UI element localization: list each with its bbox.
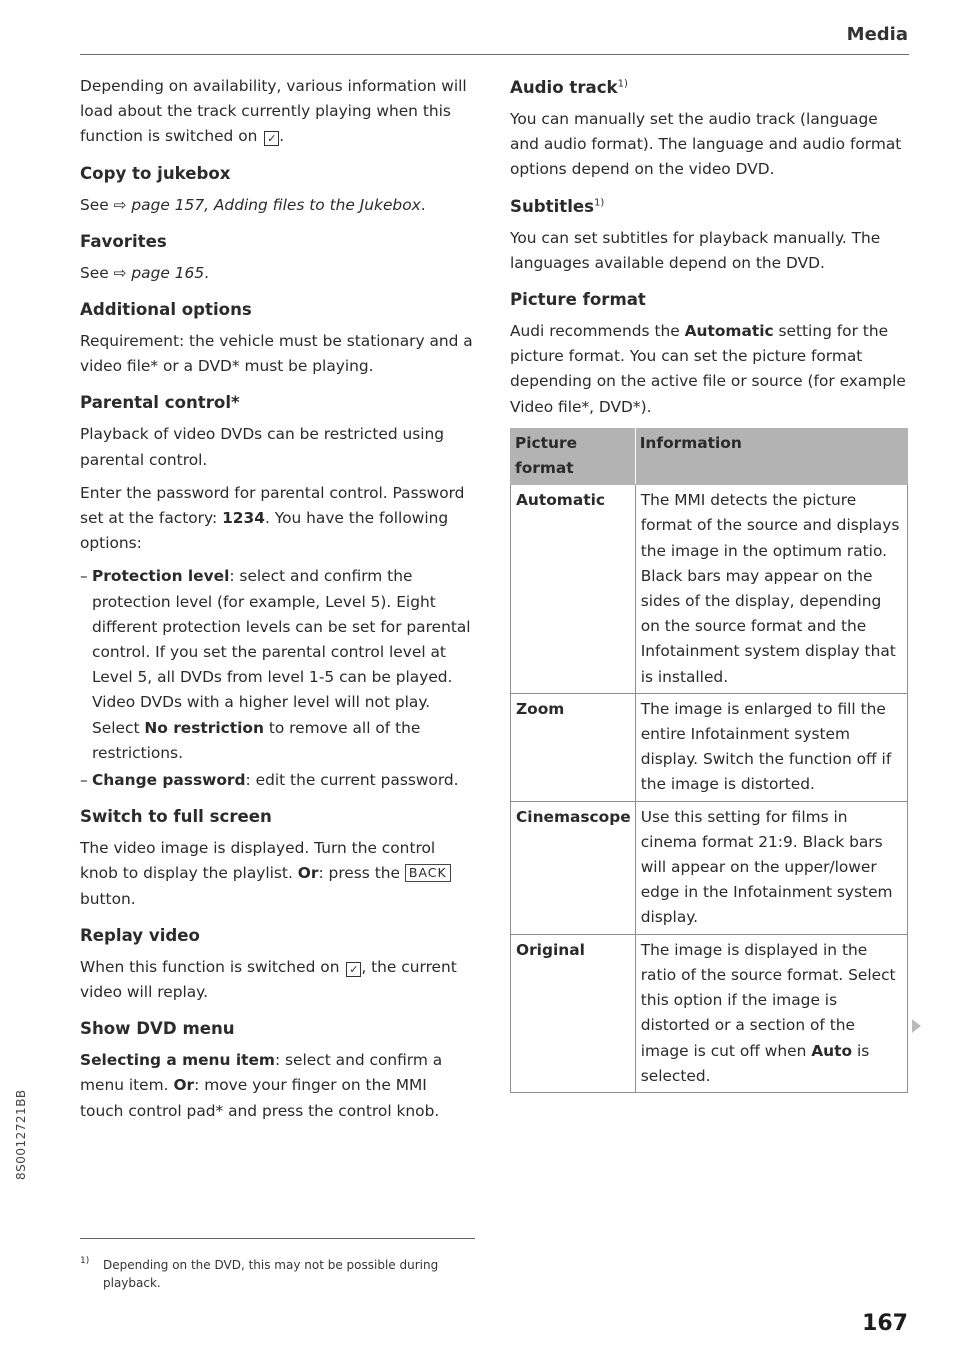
password-text: Enter the password for parental control. Password set at the factory: [80, 483, 465, 528]
additional-options-heading: Additional options [80, 300, 252, 320]
audio-track-paragraph: You can manually set the audio track (language and audio format). The language and audio format options depend on the video DVD. [510, 110, 902, 179]
column-header-picture-format: Picture format [511, 428, 636, 484]
replay-video-paragraph [80, 955, 474, 1005]
checkbox-checked-icon: ✓ [264, 131, 279, 146]
period: . [204, 263, 210, 282]
intro-end: . [279, 127, 285, 146]
parental-control-paragraph: Playback of video DVDs can be restricted using parental control. [80, 425, 445, 469]
table-row [511, 693, 908, 801]
replay-video-heading: Replay video [80, 925, 200, 945]
list-item [80, 768, 474, 793]
section-title: Media [846, 24, 908, 45]
document-code: 8S0012721BB [14, 1089, 28, 1180]
picture-format-paragraph [510, 319, 908, 420]
additional-options-paragraph: Requirement: the vehicle must be stationary and a video file* or a DVD* must be playing. [80, 332, 473, 376]
subtitles-paragraph: You can set subtitles for playback manually. The languages available depend on the DVD. [510, 228, 881, 272]
picture-text: Audi recommends the [510, 322, 680, 341]
intro-paragraph [80, 74, 474, 150]
row-info [635, 934, 907, 1092]
favorites-heading: Favorites [80, 231, 167, 251]
audio-track-heading [510, 76, 908, 100]
dvd-menu-text-end: : move your finger on the MMI touch control pad* and press the control knob. [80, 1076, 440, 1120]
parental-control-heading: Parental control* [80, 393, 240, 413]
options-text: . You have the following options: [80, 509, 449, 553]
change-password-label: Change password [92, 771, 246, 790]
show-dvd-menu-heading: Show DVD menu [80, 1019, 235, 1039]
dvd-menu-text: : select and confirm a menu item. [80, 1051, 443, 1095]
row-info: The MMI detects the picture format of the source and displays the image in the optimum ratio. Black bars may appear on the sides of the display, depending on the source format and the Infotainment system display that is installed. [635, 485, 907, 694]
row-label: Original [511, 934, 636, 1092]
list-item [80, 564, 474, 766]
parental-options-list [80, 564, 474, 793]
row-label: Automatic [511, 485, 636, 694]
intro-text: Depending on availability, various information will load about the track currently playing when this function is switched on [80, 77, 467, 146]
copy-to-jukebox-paragraph [80, 193, 474, 218]
table-row [511, 485, 908, 694]
change-password-text: : edit the current password. [245, 771, 459, 790]
footnote-marker: 1) [594, 197, 605, 209]
right-column [510, 74, 908, 1093]
or-label: Or [173, 1076, 195, 1095]
footnote-mark: 1) [80, 1256, 90, 1266]
parental-password-paragraph [80, 481, 474, 557]
continue-arrow-icon [912, 1019, 921, 1033]
subtitles-heading [510, 195, 908, 219]
row-info-end: is selected. [640, 1041, 870, 1085]
picture-format-heading: Picture format [510, 290, 646, 310]
page-reference-link[interactable]: ⇨ page 165 [113, 263, 205, 282]
footnote-rule [80, 1238, 475, 1239]
protection-text: : select and confirm the protection level (for example, Level 5). Eight different protection levels can be set for parental control. If you set the parental control level at Level 5, all DVDs from level 1-5 can be played. Video DVDs with a higher level will not play. Select [92, 567, 471, 737]
column-header-information: Information [635, 428, 907, 484]
row-label: Cinemascope [511, 801, 636, 934]
dvd-menu-paragraph [80, 1048, 474, 1124]
picture-text-end: setting for the picture format. You can set the picture format depending on the active file or source (for example Video file*, DVD*). [510, 322, 906, 416]
or-label: Or [297, 864, 319, 883]
table-header-row [511, 428, 908, 484]
automatic-label: Automatic [684, 322, 774, 341]
favorites-paragraph [80, 261, 474, 286]
table-row [511, 801, 908, 934]
audio-track-title: Audio track [510, 78, 618, 97]
row-info: Use this setting for films in cinema format 21:9. Black bars will appear on the upper/lower edge in the Infotainment system display. [635, 801, 907, 934]
selecting-menu-item-label: Selecting a menu item [80, 1051, 275, 1070]
row-info-text: The image is displayed in the ratio of the source format. Select this option if the image is distorted or a section of the image is cut off when [640, 940, 896, 1060]
picture-format-table [510, 428, 908, 1093]
see-text: See [80, 263, 109, 282]
back-key: BACK [405, 864, 451, 882]
protection-text-end: to remove all of the restrictions. [92, 718, 421, 762]
press-text: : press the [318, 864, 400, 883]
checkbox-checked-icon: ✓ [346, 962, 361, 977]
footnote-text: Depending on the DVD, this may not be possible during playback. [103, 1258, 439, 1290]
switch-full-screen-heading: Switch to full screen [80, 807, 272, 827]
footnote-marker: 1) [617, 78, 628, 90]
page-number: 167 [862, 1311, 908, 1336]
footnote [80, 1256, 475, 1292]
full-screen-text: The video image is displayed. Turn the control knob to display the playlist. [80, 839, 436, 883]
see-text: See [80, 195, 109, 214]
full-screen-paragraph [80, 836, 474, 912]
factory-password: 1234 [222, 509, 265, 528]
period: . [420, 195, 426, 214]
subtitles-title: Subtitles [510, 196, 595, 216]
left-column [80, 74, 474, 1132]
button-text: button. [80, 889, 136, 908]
copy-to-jukebox-heading: Copy to jukebox [80, 163, 231, 183]
no-restriction-label: No restriction [144, 718, 264, 737]
header-rule [80, 54, 909, 55]
auto-label: Auto [811, 1041, 853, 1060]
table-row [511, 934, 908, 1092]
page-reference-link[interactable]: ⇨ page 157, Adding files to the Jukebox [113, 195, 421, 214]
protection-level-label: Protection level [92, 567, 230, 586]
row-label: Zoom [511, 693, 636, 801]
replay-text: When this function is switched on [80, 957, 340, 976]
row-info: The image is enlarged to fill the entire Infotainment system display. Switch the function off if the image is distorted. [635, 693, 907, 801]
replay-text-end: , the current video will replay. [80, 957, 457, 1002]
